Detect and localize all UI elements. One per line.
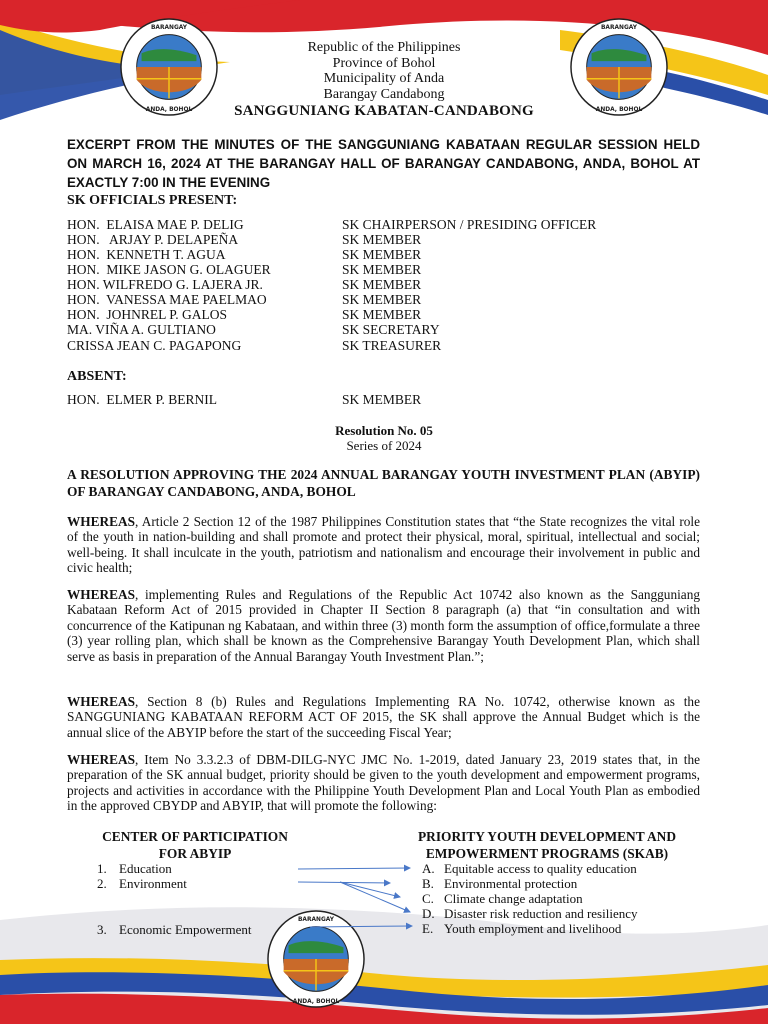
mapping-arrows [290, 860, 420, 940]
priority-list-item [422, 906, 638, 921]
official-name: CRISSA JEAN C. PAGAPONG [67, 338, 242, 353]
priority-list-item [422, 861, 637, 876]
list-number: 2. [97, 876, 107, 891]
center-column-heading [75, 829, 315, 862]
council-title: SANGGUNIANG KABATAN-CANDABONG [234, 103, 534, 119]
absent-name: HON. ELMER P. BERNIL [67, 392, 218, 407]
official-position: SK CHAIRPERSON / PRESIDING OFFICER [342, 217, 597, 232]
list-label: Disaster risk reduction and resiliency [444, 906, 638, 921]
priority-list-item [422, 891, 583, 906]
absent-position: SK MEMBER [342, 392, 422, 407]
official-name: HON. WILFREDO G. LAJERA JR. [67, 277, 263, 292]
center-list-item [97, 861, 172, 876]
official-position: SK MEMBER [342, 277, 422, 292]
list-letter: A. [422, 861, 435, 876]
official-row [67, 277, 422, 292]
letterhead-line: Barangay Candabong [323, 86, 445, 102]
svg-text:BARANGAY: BARANGAY [150, 24, 188, 31]
list-label: Equitable access to quality education [444, 861, 637, 876]
whereas-paragraph [67, 587, 700, 664]
svg-text:BARANGAY: BARANGAY [600, 24, 638, 31]
center-list-item [97, 876, 187, 891]
official-row [67, 247, 422, 262]
letterhead-line: Republic of the Philippines [307, 40, 461, 55]
absent-row [67, 392, 422, 407]
list-label: Environmental protection [444, 876, 578, 891]
whereas-paragraph [67, 752, 700, 814]
official-position: SK MEMBER [342, 262, 422, 277]
official-name: HON. VANESSA MAE PAELMAO [67, 292, 267, 307]
center-heading-line: CENTER OF PARTICIPATION [102, 829, 288, 844]
official-position: SK TREASURER [342, 338, 442, 353]
list-label: Youth employment and livelihood [444, 921, 622, 936]
whereas-text: , Item No 3.3.2.3 of DBM-DILG-NYC JMC No. 1-2019, dated January 23, 2019 states that, in the preparation of the SK annual budget, priority should be given to the youth development and empowerment programs, projects and activities in accordance with the Philippine Youth Development Plan and Local Youth Plan as embodied in the approved CBYDP and ABYIP, that will promote the following: [67, 752, 700, 814]
official-row [67, 322, 440, 337]
letterhead [220, 40, 548, 102]
official-row [67, 338, 442, 353]
resolution-title: A RESOLUTION APPROVING THE 2024 ANNUAL BARANGAY YOUTH INVESTMENT PLAN (ABYIP) OF BARANGAY CANDABONG, ANDA, BOHOL [67, 467, 700, 499]
official-name: HON. ELAISA MAE P. DELIG [67, 217, 244, 232]
official-row [67, 307, 422, 322]
official-name: HON. JOHNREL P. GALOS [67, 307, 228, 322]
official-name: HON. KENNETH T. AGUA [67, 247, 226, 262]
whereas-label: WHEREAS [67, 694, 135, 709]
priority-heading-line: PRIORITY YOUTH DEVELOPMENT AND [417, 829, 677, 844]
official-row [67, 217, 597, 232]
priority-list-item [422, 876, 577, 891]
official-row [67, 292, 422, 307]
center-list-item [97, 922, 252, 937]
whereas-label: WHEREAS [67, 752, 135, 767]
seal-right [570, 18, 668, 116]
letterhead-line: Province of Bohol [332, 55, 436, 71]
list-label: Education [119, 861, 172, 876]
official-position: SK MEMBER [342, 247, 422, 262]
list-label: Climate change adaptation [444, 891, 583, 906]
arrow-education-to-a [298, 868, 410, 869]
center-heading-line: FOR ABYIP [158, 845, 232, 861]
whereas-paragraph [67, 694, 700, 740]
list-letter: E. [422, 921, 434, 936]
list-letter: C. [422, 891, 434, 906]
list-label: Economic Empowerment [119, 922, 252, 937]
official-position: SK MEMBER [342, 307, 422, 322]
letterhead-line: Municipality of Anda [323, 71, 445, 86]
svg-text:BARANGAY: BARANGAY [297, 916, 335, 923]
whereas-text: , Section 8 (b) Rules and Regulations Implementing RA No. 10742, otherwise known as the SANGGUNIANG KABATAAN REFORM ACT OF 2015, the SK shall approve the Annual Budget which is the annual slice of the ABYIP before the start of the succeeding Fiscal Year; [67, 694, 700, 740]
official-name: MA. VIÑA A. GULTIANO [67, 322, 216, 337]
whereas-label: WHEREAS [67, 587, 135, 602]
list-letter: B. [422, 876, 434, 891]
excerpt-heading: EXCERPT FROM THE MINUTES OF THE SANGGUNIANG KABATAAN REGULAR SESSION HELD ON MARCH 16, 2024 AT THE BARANGAY HALL OF BARANGAY CANDABONG, ANDA, BOHOL AT EXACTLY 7:00 IN THE EVENING [67, 137, 700, 190]
resolution-number: Resolution No. 05 [335, 423, 433, 438]
officials-heading: SK OFFICIALS PRESENT: [67, 193, 238, 208]
priority-heading-line: EMPOWERMENT PROGRAMS (SKAB) [425, 845, 669, 861]
svg-text:ANDA, BOHOL: ANDA, BOHOL [145, 107, 193, 114]
seal-left [120, 18, 218, 116]
official-row [67, 262, 422, 277]
official-position: SK MEMBER [342, 292, 422, 307]
whereas-text: , Article 2 Section 12 of the 1987 Philippines Constitution states that “the State recognizes the vital role of the youth in nation-building and shall promote and protect their physical, moral, spiritual, intellectual and social; well-being. It shall inculcate in the youth, patriotism and nationalism and encourage their involvement in public and civic health; [67, 514, 700, 576]
svg-text:ANDA, BOHOL: ANDA, BOHOL [292, 999, 340, 1006]
resolution-series: Series of 2024 [346, 438, 422, 453]
whereas-paragraph [67, 514, 700, 576]
svg-text:ANDA, BOHOL: ANDA, BOHOL [595, 107, 643, 114]
absent-heading: ABSENT: [67, 369, 127, 384]
list-letter: D. [422, 906, 435, 921]
whereas-text: , implementing Rules and Regulations of the Republic Act 10742 also known as the Sangguniang Kabataan Reform Act of 2015 provided in Chapter II Section 8 paragraph (a) that “in consultation and with concurrence of the Katipunan ng Kabataan, and within three (3) month form the assumption of office,formulate a three (3) year rolling plan, which shall be known as the Comprehensive Barangay Youth Development Plan, which shall serve as basis in preparation of the Annual Barangay Youth Investment Plan.”; [67, 587, 700, 664]
official-name: HON. ARJAY P. DELAPEÑA [67, 232, 239, 247]
list-number: 1. [97, 861, 107, 876]
arrow-economic-to-e [310, 926, 412, 927]
official-position: SK SECRETARY [342, 322, 440, 337]
official-position: SK MEMBER [342, 232, 422, 247]
priority-column-heading [392, 829, 702, 862]
list-number: 3. [97, 922, 107, 937]
whereas-label: WHEREAS [67, 514, 135, 529]
list-label: Environment [119, 876, 187, 891]
priority-list-item [422, 921, 621, 936]
official-name: HON. MIKE JASON G. OLAGUER [67, 262, 271, 277]
official-row [67, 232, 422, 247]
